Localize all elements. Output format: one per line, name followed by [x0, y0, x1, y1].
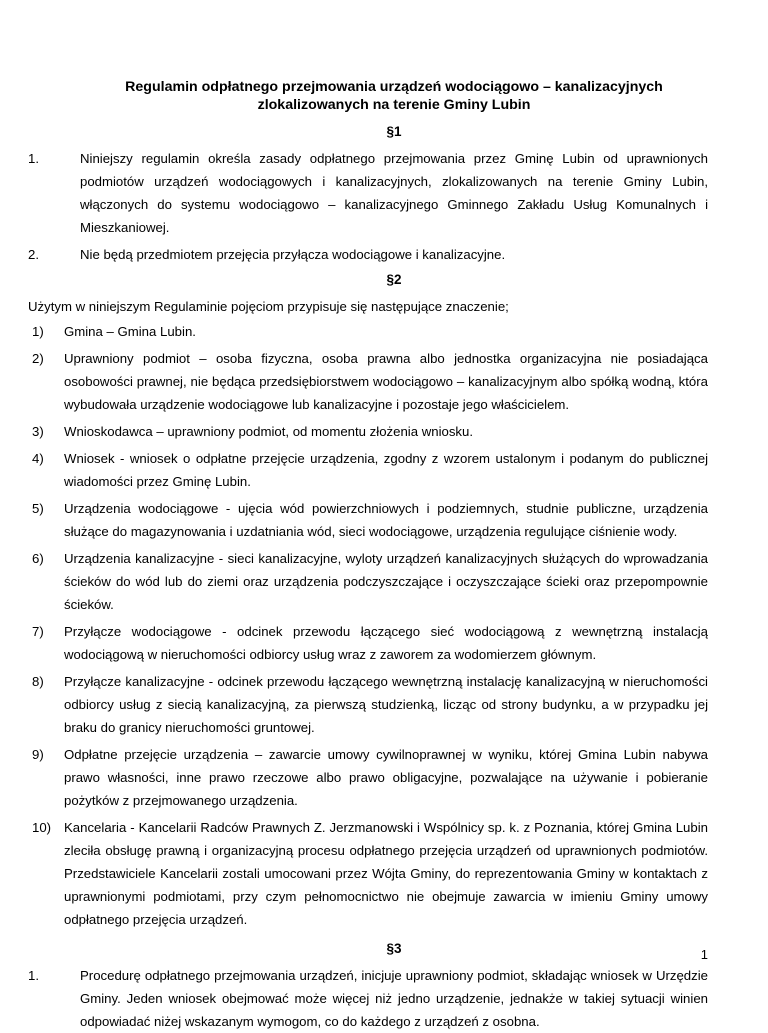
list-item [28, 497, 708, 543]
list-item [28, 147, 708, 239]
list-item [28, 964, 708, 1033]
item-text: Nie będą przedmiotem przejęcia przyłącza wodociągowe i kanalizacyjne. [80, 247, 506, 262]
list-item [28, 243, 708, 266]
list-item [28, 816, 708, 931]
list-item [28, 320, 708, 343]
title-line-1: Regulamin odpłatnego przejmowania urządzeń wodociągowo – kanalizacyjnych [125, 79, 663, 95]
item-number: 4) [32, 451, 44, 466]
section-3 [28, 964, 708, 1033]
list-item [28, 670, 708, 739]
item-text: Niniejszy regulamin określa zasady odpłatnego przejmowania przez Gminę Lubin od uprawnionych podmiotów urządzeń wodociągowych i kanalizacyjnych, zlokalizowanych na terenie Gminy Lubin, włączonych do systemu wodociągowo – kanalizacyjnego Gminnego Zakładu Usług Komunalnych i Mieszkaniowej. [80, 151, 708, 235]
item-number: 9) [32, 747, 44, 762]
item-text: Wnioskodawca – uprawniony podmiot, od momentu złożenia wniosku. [64, 424, 474, 439]
section-1 [28, 147, 708, 266]
item-text: Przyłącze kanalizacyjne - odcinek przewodu łączącego wewnętrzną instalację kanalizacyjną w nieruchomości odbiorcy usług z siecią kanalizacyjną, za pierwszą studzienką, licząc od strony budynku, a w przypadku jej braku do granicy nieruchomości gruntowej. [64, 674, 708, 735]
list-item [28, 620, 708, 666]
list-item [28, 447, 708, 493]
section-1-heading: §1 [386, 124, 402, 139]
title-line-2: zlokalizowanych na terenie Gminy Lubin [257, 97, 531, 113]
item-text: Procedurę odpłatnego przejmowania urządzeń, inicjuje uprawniony podmiot, składając wniosek w Urzędzie Gminy. Jeden wniosek obejmować może więcej niż jedno urządzenie, jednakże w takiej sytuacji winien odpowiadać niżej wskazanym wymogom, co do każdego z urządzeń z osobna. [80, 968, 708, 1029]
item-text: Uprawniony podmiot – osoba fizyczna, osoba prawna albo jednostka organizacyjna nie posiadająca osobowości prawnej, nie będąca przedsiębiorstwem wodociągowo – kanalizacyjnym albo spółką wodną, która wybudowała urządzenie wodociągowe lub kanalizacyjne i pozostaje jego właścicielem. [64, 351, 708, 412]
item-number: 2) [32, 351, 44, 366]
section-2-heading: §2 [386, 272, 402, 287]
item-text: Kancelaria - Kancelarii Radców Prawnych Z. Jerzmanowski i Wspólnicy sp. k. z Poznania, której Gmina Lubin zleciła obsługę prawną i organizacyjną procesu odpłatnego przejęcia urządzeń od uprawnionych podmiotów. Przedstawiciele Kancelarii zostali umocowani przez Wójta Gminy, do reprezentowania Gminy w kontaktach z uprawnionymi podmiotami, przy czym pełnomocnictwo nie obejmuje zawarcia w imieniu Gminy umowy odpłatnego przejęcia urządzeń. [64, 820, 708, 927]
item-number: 8) [32, 674, 44, 689]
list-item [28, 743, 708, 812]
item-number: 1. [28, 151, 39, 166]
item-number: 2. [28, 247, 39, 262]
item-text: Urządzenia wodociągowe - ujęcia wód powierzchniowych i podziemnych, studnie publiczne, urządzenia służące do magazynowania i uzdatniania wód, sieci wodociągowe, urządzenia regulujące ciśnienie wody. [64, 501, 708, 539]
item-text: Urządzenia kanalizacyjne - sieci kanalizacyjne, wyloty urządzeń kanalizacyjnych służących do wprowadzania ścieków do wód lub do ziemi oraz urządzenia podczyszczające i oczyszczające ścieki oraz przepompownie ścieków. [64, 551, 708, 612]
item-text: Przyłącze wodociągowe - odcinek przewodu łączącego sieć wodociągową z wewnętrzną instalacją wodociągową w nieruchomości odbiorcy usług wraz z zaworem za wodomierzem głównym. [64, 624, 708, 662]
item-text: Wniosek - wniosek o odpłatne przejęcie urządzenia, zgodny z wzorem ustalonym i podanym do publicznej wiadomości przez Gminę Lubin. [64, 451, 708, 489]
item-number: 6) [32, 551, 44, 566]
page-number: 1 [700, 947, 708, 962]
list-item [28, 420, 708, 443]
section-3-heading: §3 [386, 941, 402, 956]
item-text: Odpłatne przejęcie urządzenia – zawarcie umowy cywilnoprawnej w wyniku, której Gmina Lubin nabywa prawo własności, inne prawo rzeczowe albo prawo obligacyjne, pozwalające na używanie i pobieranie pożytków z przejmowanego urządzenia. [64, 747, 708, 808]
item-number: 5) [32, 501, 44, 516]
section-2-intro: Użytym w niniejszym Regulaminie pojęciom przypisuje się następujące znaczenie; [28, 299, 509, 314]
document-title [80, 78, 708, 114]
list-item [28, 347, 708, 416]
section-2 [28, 320, 708, 931]
item-number: 1. [28, 968, 39, 983]
list-item [28, 547, 708, 616]
item-number: 1) [32, 324, 44, 339]
item-number: 3) [32, 424, 44, 439]
item-number: 7) [32, 624, 44, 639]
item-number: 10) [32, 820, 52, 835]
item-text: Gmina – Gmina Lubin. [64, 324, 196, 339]
